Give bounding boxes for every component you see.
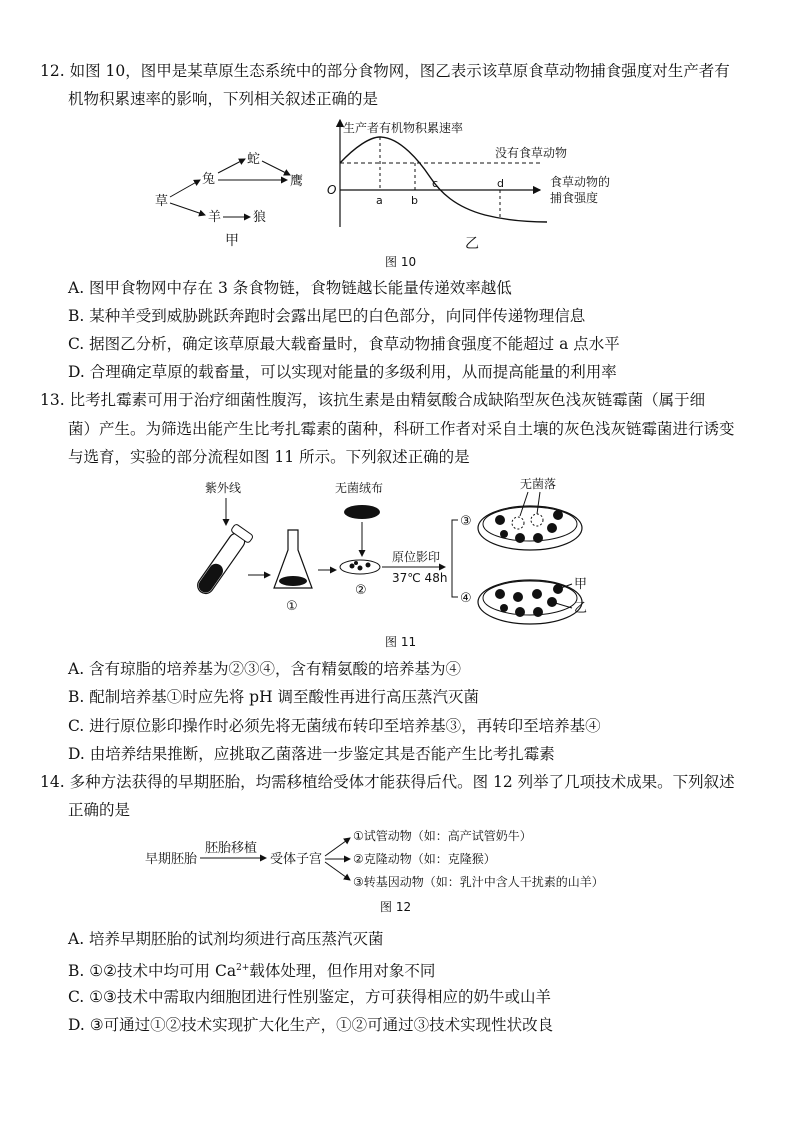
embryo-transfer-diagram: [140, 822, 660, 900]
q14-option-c: C. ①③技术中需取内细胞团进行性别鉴定，方可获得相应的奶牛或山羊: [68, 988, 551, 1006]
q13-option-c: C. 进行原位影印操作时必须先将无菌绒布转印至培养基③，再转印至培养基④: [68, 717, 601, 735]
arrow-rabbit-snake: [218, 159, 245, 173]
replica-label: 原位影印: [392, 550, 441, 564]
early-embryo-label: 早期胚胎: [145, 852, 198, 867]
node-rabbit: 兔: [202, 172, 216, 187]
label-4: ④: [460, 591, 472, 606]
q14-option-d: D. ③可通过①②技术实现扩大化生产，①②可通过③技术实现性状改良: [68, 1016, 554, 1034]
replica-plating-diagram: [190, 470, 610, 635]
no-herbivore-label: 没有食草动物: [495, 146, 568, 160]
q14-number: 14.: [40, 773, 65, 791]
point-b: b: [411, 194, 418, 207]
origin-label: O: [327, 183, 337, 197]
node-wolf: 狼: [253, 210, 267, 225]
point-d: d: [497, 177, 504, 190]
arrow-snake-eagle: [262, 161, 290, 175]
node-eagle: 鹰: [290, 174, 304, 189]
q14-stem-line2: 正确的是: [68, 801, 131, 819]
food-web-diagram: [150, 145, 320, 250]
node-sheep: 羊: [208, 210, 222, 225]
uv-label: 紫外线: [205, 481, 242, 495]
output-2: ②克隆动物（如：克隆猴）: [353, 852, 496, 866]
q12-number: 12.: [40, 62, 65, 80]
q12-stem-line1: [40, 60, 730, 82]
q13-stem-line2: 菌）产生。为筛选出能产生比考扎霉素的菌种，科研工作者对采自土壤的灰色浅灰链霉菌进行诱变: [68, 420, 735, 438]
q12-option-d: D. 合理确定草原的载畜量，可以实现对能量的多级利用，从而提高能量的利用率: [68, 363, 617, 381]
node-grass: 草: [155, 194, 169, 209]
figure-12-caption: 图 12: [380, 900, 412, 914]
figure-10-caption: 图 10: [385, 255, 417, 269]
point-c: c: [432, 177, 439, 190]
no-colony-label: 无菌落: [520, 477, 557, 491]
node-snake: 蛇: [247, 152, 261, 167]
q13-option-a: A. 含有琼脂的培养基为②③④，含有精氨酸的培养基为④: [68, 660, 462, 678]
food-web-label: 甲: [225, 233, 239, 249]
q13-stem-text-1: 比考扎霉素可用于治疗细菌性腹泻，该抗生素是由精氨酸合成缺陷型灰色浅灰链霉菌（属于细: [69, 391, 706, 409]
graph-label: 乙: [465, 236, 479, 252]
output-1: ①试管动物（如：高产试管奶牛）: [353, 829, 532, 843]
q12-option-a: A. 图甲食物网中存在 3 条食物链，食物链越长能量传递效率越低: [68, 279, 512, 297]
arrow-grass-rabbit: [170, 180, 200, 197]
arrow-out-3: [325, 862, 350, 880]
arrow-grass-sheep: [170, 203, 205, 215]
figure-11-caption: 图 11: [385, 635, 417, 649]
q13-number: 13.: [40, 391, 65, 409]
output-3: ③转基因动物（如：乳汁中含人干扰素的山羊）: [353, 875, 604, 889]
q14-stem-line1: [40, 771, 735, 793]
velvet-pad: [344, 505, 380, 519]
q13-option-d: D. 由培养结果推断，应挑取乙菌落进一步鉴定其是否能产生比考扎霉素: [68, 745, 555, 763]
q14-option-b-pre: B. ①②技术中均可用 Ca: [68, 962, 237, 981]
branch-brace: [452, 520, 458, 597]
x-axis-label-2: 捕食强度: [550, 191, 599, 205]
condition-label: 37℃ 48h: [392, 571, 448, 585]
y-axis-label: 生产者有机物积累速率: [343, 121, 464, 135]
jia-label: 甲: [574, 577, 588, 592]
plate-4: [478, 580, 582, 624]
test-tube: [192, 523, 254, 598]
q13-stem-line1: [40, 389, 705, 411]
plate-3: [478, 506, 582, 550]
yi-label: 乙: [574, 601, 588, 616]
q12-stem-text-1: 如图 10，图甲是某草原生态系统中的部分食物网，图乙表示该草原食草动物捕食强度对生产者有: [69, 62, 730, 80]
q12-option-c: C. 据图乙分析，确定该草原最大载畜量时，食草动物捕食强度不能超过 a 点水平: [68, 335, 620, 353]
q14-option-a: A. 培养早期胚胎的试剂均须进行高压蒸汽灭菌: [68, 930, 384, 948]
arrow-out-1: [325, 838, 350, 856]
q12-stem-line2: 机物积累速率的影响，下列相关叙述正确的是: [68, 90, 379, 108]
velvet-label: 无菌绒布: [335, 481, 384, 495]
point-a: a: [376, 194, 383, 207]
predation-graph: [325, 112, 655, 257]
q13-option-b: B. 配制培养基①时应先将 pH 调至酸性再进行高压蒸汽灭菌: [68, 688, 480, 706]
q14-option-b: [68, 957, 435, 982]
label-3: ③: [460, 514, 472, 529]
q14-option-b-superscript: 2+: [236, 963, 250, 973]
flask-culture: [279, 576, 307, 586]
transfer-label: 胚胎移植: [205, 841, 258, 856]
uterus-label: 受体子宫: [270, 852, 323, 867]
x-axis-label-1: 食草动物的: [550, 175, 611, 189]
q13-stem-line3: 与选育，实验的部分流程如图 11 所示。下列叙述正确的是: [68, 448, 470, 466]
q12-option-b: B. 某种羊受到威胁跳跃奔跑时会露出尾巴的白色部分，向同伴传递物理信息: [68, 307, 586, 325]
label-2: ②: [355, 583, 367, 598]
q14-option-b-post: 载体处理，但作用对象不同: [249, 962, 436, 981]
label-1: ①: [286, 599, 298, 614]
q14-stem-text-1: 多种方法获得的早期胚胎，均需移植给受体才能获得后代。图 12 列举了几项技术成果。下列叙述: [69, 773, 735, 791]
